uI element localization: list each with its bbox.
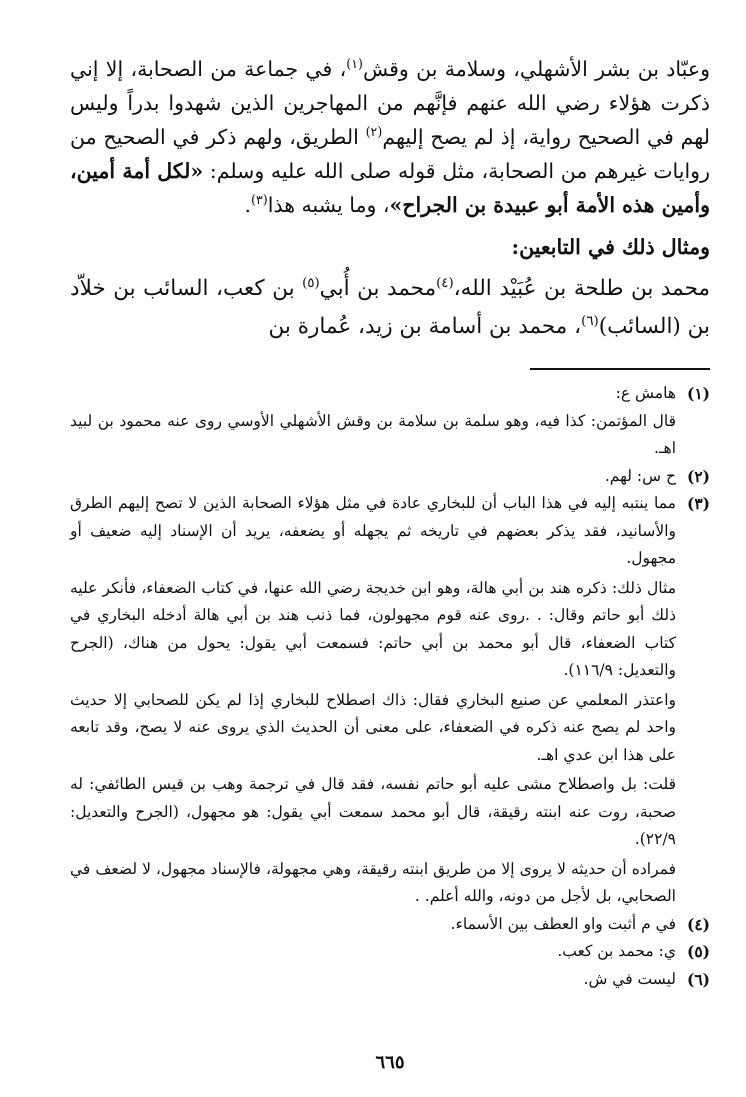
footnote-paragraph: قلت: بل واصطلاح مشى عليه أبو حاتم نفسه، فقد قال في ترجمة وهب بن قيس الطائفي: له صحبة، روت عنه ابنته رقيقة، قال أبو محمد سمعت أبي يقول: هو مجهول، (الجرح والتعديل: ٢٢/٩). — [70, 775, 676, 848]
footnote-number: (٣) — [686, 494, 710, 513]
footnote-line: ح س: لهم. — [604, 466, 676, 485]
footnote-ref: (٢) — [365, 124, 383, 140]
footnote-line: ي: محمد بن كعب. — [557, 942, 676, 960]
footnote-line: ليست في ش. — [583, 969, 676, 988]
footnote-body — [70, 911, 676, 939]
footnote-3 — [70, 490, 710, 911]
footnote-5 — [70, 938, 710, 966]
footnote-paragraph: مثال ذلك: ذكره هند بن أبي هالة، وهو ابن خديجة رضي الله عنها، في كتاب الضعفاء، فأنكر عليه ذلك أبو حاتم وقال: . .روى عنه قوم مجهولون، فما ذنب هند بن أبي هالة أدخله البخاري في كتاب الضعفاء، قال أبو محمد بن أبي حاتم: فسمعت أبي يقول: يحول من هناك، (الجرح والتعديل: ١١٦/٩). — [70, 578, 676, 679]
hadith-quote: «لكل أمة أمين، وأمين هذه الأمة أبو عبيدة بن الجراح» — [70, 159, 710, 217]
text-segment: . — [244, 193, 251, 217]
footnote-line: في م أثبت واو العطف بين الأسماء. — [450, 914, 676, 933]
footnote-body — [70, 966, 676, 994]
footnote-paragraph: فمراده أن حديثه لا يروى إلا من طريق ابنته رقيقة، وهي مجهولة، فالإسناد مجهول، لا لضعف في الصحابي، بل لأجل من دونه، والله أعلم. . — [70, 859, 676, 905]
footnote-line: قال المؤتمن: كذا فيه، وهو سلمة بن سلامة بن وقش الأشهلي الأوسي روى عنه محمود بن لبيد اهـ. — [70, 411, 676, 457]
footnote-4 — [70, 911, 710, 939]
footnote-paragraph: مما ينتبه إليه في هذا الباب أن للبخاري عادة في مثل هؤلاء الصحابة الذين لا تصح إليهم الطرق والأسانيد، فقد يذكر بعضهم في تاريخه ثم يجهله أو يضعفه، يريد أن الإسناد إليه ضعيف أو مجهول. — [70, 494, 676, 567]
footnote-ref: (١) — [346, 56, 363, 72]
footnote-number: (١) — [686, 384, 710, 403]
footnote-body — [70, 463, 676, 491]
paragraph-sahaba — [70, 52, 710, 222]
book-page — [70, 52, 710, 1073]
text-segment: ، محمد بن أسامة بن زيد، عُمارة بن — [268, 314, 582, 339]
text-segment: بن كعب، السائب بن خلاّد بن (السائب) — [70, 276, 710, 339]
text-segment: وعبّاد بن بشر الأشهلي، وسلامة بن وقش — [363, 57, 710, 81]
footnote-6 — [70, 966, 710, 994]
footnote-ref: (٤) — [436, 275, 454, 291]
text-segment: الطريق، ولهم ذكر في الصحيح من روايات غيرهم من الصحابة، مثل قوله صلى الله عليه وسلم: — [70, 125, 710, 183]
page-number: ٦٦٥ — [375, 1052, 405, 1073]
footnotes — [70, 380, 710, 993]
footnote-number: (٤) — [686, 914, 710, 934]
paragraph-tabieen — [70, 270, 710, 346]
footnote-1 — [70, 380, 710, 463]
text-segment: ، في جماعة من الصحابة، إلا إني ذكرت هؤلاء رضي الله عنهم فإنَّهم من المهاجرين الذين شهدوا بدراً وليس لهم في الصحيح رواية، إذ لم يصح إليهم — [70, 57, 710, 149]
text-segment: محمد بن طلحة بن عُبَيْد الله، — [453, 276, 710, 301]
footnote-separator — [530, 368, 710, 370]
footnote-body — [70, 490, 676, 911]
text-segment: ، وما يشبه هذا — [267, 193, 390, 217]
footnote-line: هامش ع: — [615, 384, 676, 402]
footnote-paragraph: واعتذر المعلمي عن صنيع البخاري فقال: ذاك اصطلاح للبخاري إذا لم يكن للصحابي إلا حديث واحد لم يصح عنه ذكره في الضعفاء، على معنى أن الحديث الذي يروى عنه لا يصح، وقد تابعه على هذا ابن عدي اهـ. — [70, 690, 676, 764]
footnote-2 — [70, 463, 710, 491]
footnote-number: (٥) — [686, 942, 710, 961]
footnote-number: (٦) — [686, 969, 710, 989]
footnote-number: (٢) — [686, 466, 710, 486]
text-segment: محمد بن أُبي — [319, 276, 437, 301]
footnote-ref: (٣) — [251, 192, 268, 208]
footnote-body — [70, 938, 676, 966]
footnote-ref: (٥) — [302, 275, 320, 291]
section-heading: ومثال ذلك في التابعين: — [511, 235, 710, 259]
main-text — [70, 52, 710, 346]
footnote-body — [70, 380, 676, 463]
footnote-ref: (٦) — [581, 313, 599, 329]
